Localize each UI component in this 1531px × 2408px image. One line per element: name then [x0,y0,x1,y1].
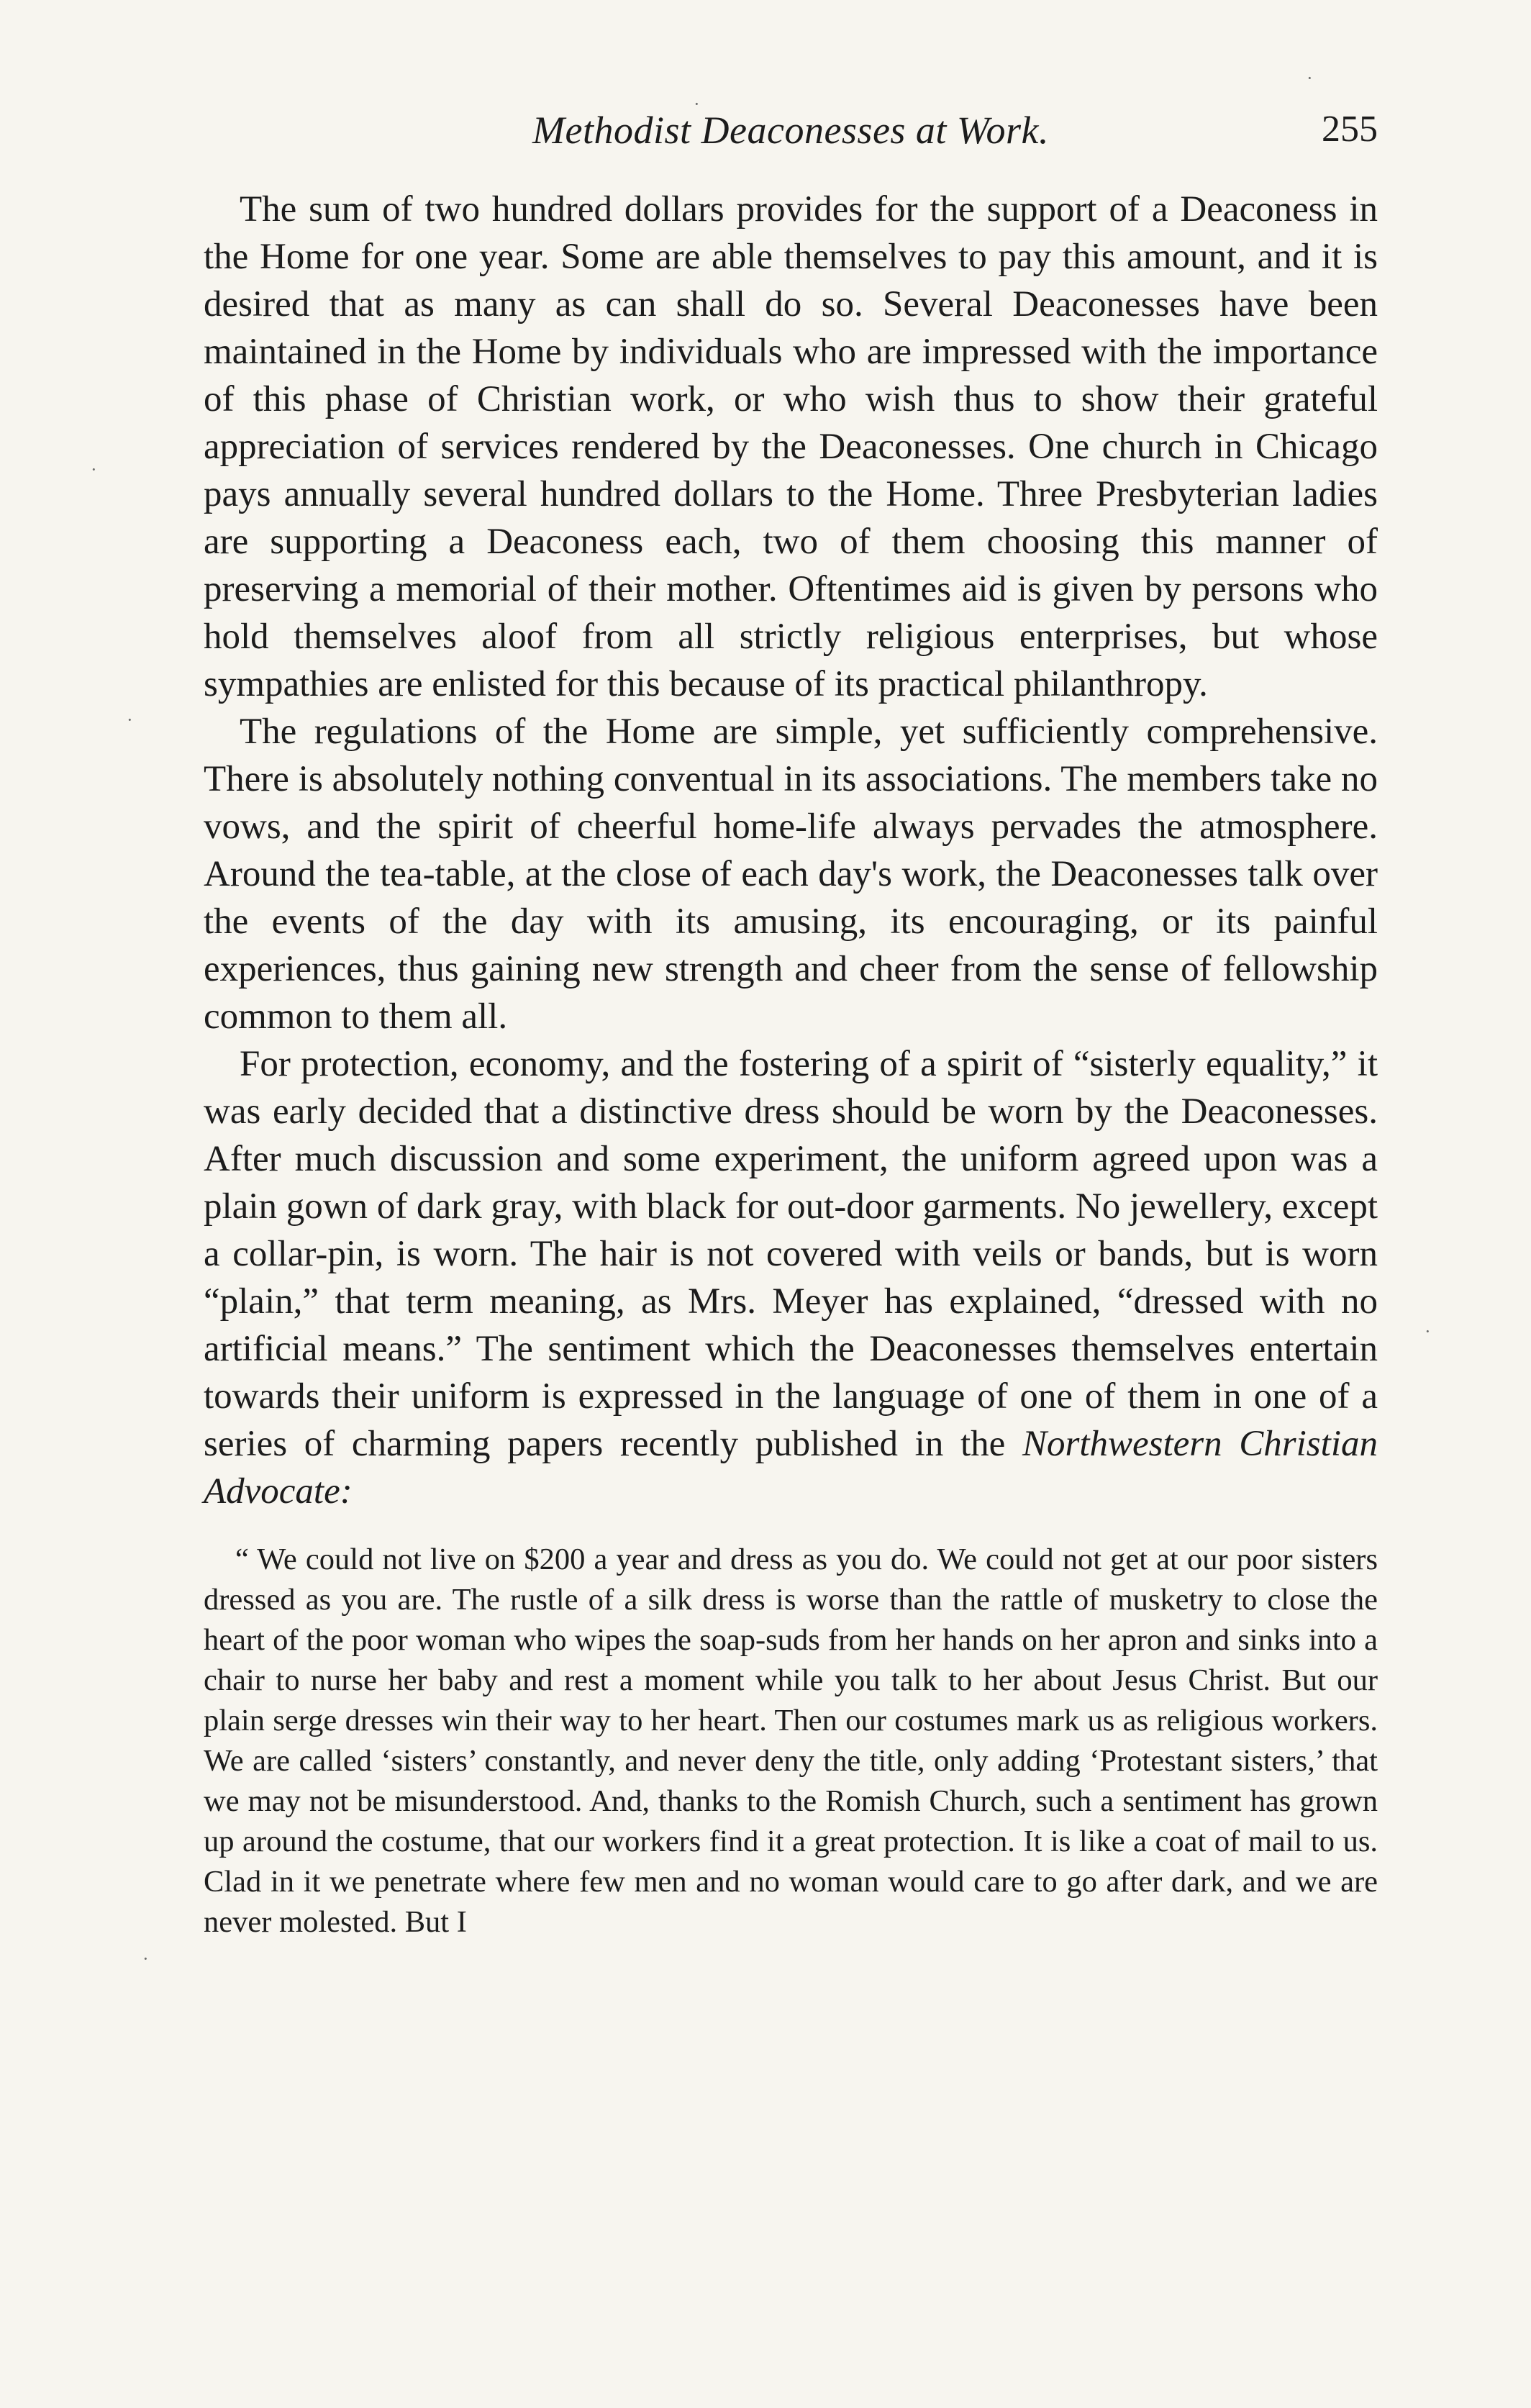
page-number: 255 [1322,109,1378,150]
block-quote-text: “ We could not live on $200 a year and dress as you do. We could not get at our poor sisters dressed as you are. The rustle of a silk dress is worse than the rattle of musketry to close the heart of the poor woman who wipes the soap-suds from her hands on her apron and sinks into a chair to nurse her baby and rest a moment while you talk to her about Jesus Christ. But our plain serge dresses win their way to her heart. Then our costumes mark us as religious workers. We are called ‘sisters’ constantly, and never deny the title, only adding ‘Protestant sisters,’ that we may not be misunderstood. And, thanks to the Romish Church, such a sentiment has grown up around the costume, that our workers find it a great protection. It is like a coat of mail to us. Clad in it we penetrate where few men and no woman would care to go after dark, and we are never molested. But I [204,1543,1378,1939]
paragraph-support [204,186,1378,708]
scan-speck: · [142,1948,149,1969]
publication-title: Northwestern Christian Advocate: [204,1424,1378,1512]
page-header [204,108,1378,173]
scan-speck: · [694,94,700,114]
paragraph-dress [204,1040,1378,1515]
running-title: Methodist Deaconesses at Work. [532,109,1049,152]
scan-speck: · [127,709,133,730]
block-quote [204,1540,1378,1943]
scan-speck: · [1307,68,1313,88]
paragraph-support-text: The sum of two hundred dollars provides for the support of a Deaconess in the Home for one year. Some are able themselves to pay this amount, and it is desired that as many as can shall do so. Several Deaconesses have been maintained in the Home by individuals who are impressed with the importance of this phase of Christian work, or who wish thus to show their grateful appreciation of services rendered by the Deaconesses. One church in Chicago pays annually several hundred dollars to the Home. Three Presbyterian ladies are supporting a Deaconess each, two of them choosing this manner of preserving a memorial of their mother. Oftentimes aid is given by persons who hold themselves aloof from all strictly religious enterprises, but whose sympathies are enlisted for this because of its practical philanthropy. [204,189,1378,704]
scan-speck: · [1425,1321,1431,1342]
paragraph-dress-text: For protection, economy, and the fostering of a spirit of “sisterly equality,” it was early decided that a distinctive dress should be worn by the Deaconesses. After much discussion and some experiment, the uniform agreed upon was a plain gown of dark gray, with black for out-door garments. No jewellery, except a collar-pin, is worn. The hair is not covered with veils or bands, but is worn “plain,” that term meaning, as Mrs. Meyer has explained, “dressed with no artificial means.” The sentiment which the Deaconesses themselves entertain towards their uniform is expressed in the language of one of them in one of a series of charming papers recently published in the [204,1044,1378,1464]
paragraph-regulations [204,708,1378,1040]
scan-speck: · [91,459,97,480]
book-page [204,108,1378,1943]
paragraph-regulations-text: The regulations of the Home are simple, yet sufficiently comprehensive. There is absolutely nothing conventual in its associations. The members take no vows, and the spirit of cheerful home-life always pervades the atmosphere. Around the tea-table, at the close of each day's work, the Deaconesses talk over the events of the day with its amusing, its encouraging, or its painful experiences, thus gaining new strength and cheer from the sense of fellowship common to them all. [204,712,1378,1037]
